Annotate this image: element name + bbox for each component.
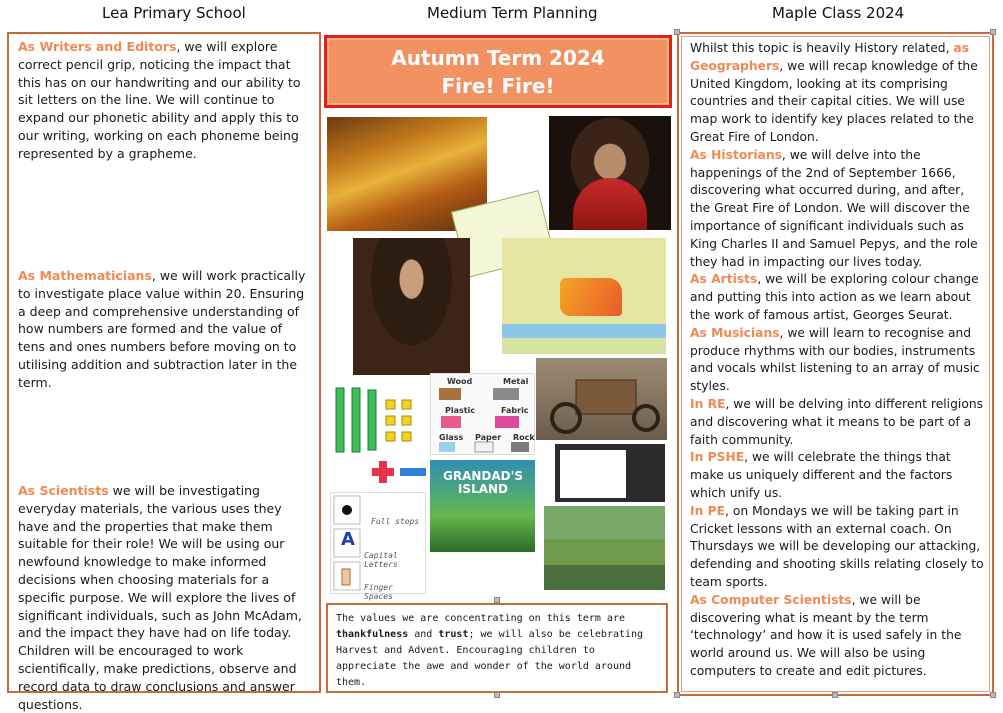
resize-handle[interactable] — [990, 692, 996, 698]
material-label: Rock — [513, 433, 535, 442]
scientists-heading: As Scientists — [18, 483, 109, 498]
geographers-text: , we will recap knowledge of the United Kingdom, looking at its comprising countries and their capital cities. We will use map work to identify key places related to the Great Fire of London. — [690, 58, 978, 144]
samuel-pepys-portrait-image — [353, 238, 470, 375]
writers-text: , we will explore correct pencil grip, noticing the impact that this has on our handwriting and our ability to sit letters on the line. We will continue to expand our phonetic ability and apply this to our writing, working on each phoneme being represented by a grapheme. — [18, 39, 301, 161]
resize-handle[interactable] — [494, 597, 500, 603]
right-column-panel — [677, 32, 994, 696]
re-section — [690, 396, 988, 449]
fire-engine-image — [536, 358, 667, 440]
mathematicians-heading: As Mathematicians — [18, 268, 152, 283]
computing-heading: As Computer Scientists — [690, 592, 852, 607]
resize-handle[interactable] — [494, 692, 500, 698]
musicians-heading: As Musicians — [690, 325, 780, 340]
value-thankfulness: thankfulness — [336, 629, 409, 640]
musicians-text: , we will learn to recognise and produce rhythms with our bodies, instruments and vocals whilst listening to an array of music styles. — [690, 325, 980, 394]
punct-label: Full stops — [371, 517, 420, 526]
re-heading: In RE — [690, 396, 726, 411]
pe-section — [690, 503, 988, 592]
resize-handle[interactable] — [674, 29, 680, 35]
punctuation-cards-image — [330, 492, 426, 601]
scientists-text: we will be investigating everyday materials, the various uses they have and the properties that make them suitable for their role! We will be using our newfound knowledge to make informed decisions when choosing materials for a specific purpose. We will explore the lives of significant individuals, such as John McAdam, and the impact they have had on life today. Children will be encouraged to work scientifically, make predictions, observe and record data to draw conclusions and answer questions. — [18, 483, 302, 712]
book-title: GRANDAD'S ISLAND — [443, 469, 523, 496]
scientists-section — [18, 482, 311, 713]
values-outro: ; we will also be celebrating Harvest and Advent. Encouraging children to appreciate the awe and wonder of the world around them. — [336, 629, 644, 688]
geographers-prefix: Whilst this topic is heavily History related, — [690, 41, 954, 55]
artists-heading: As Artists — [690, 272, 758, 287]
term-title: Autumn Term 2024 — [391, 46, 605, 70]
left-column-panel — [7, 32, 321, 712]
london-fire-map-image — [502, 238, 666, 354]
king-charles-portrait-image — [549, 116, 671, 230]
geographers-heading: as Geographers — [690, 41, 970, 73]
value-trust: trust — [438, 629, 469, 640]
pshe-section — [690, 449, 988, 502]
plus-minus-image — [362, 458, 434, 492]
mathematicians-text: , we will work practically to investigate place value within 20. Ensuring a deep and comprehensive understanding of how numbers are formed and the value of tens and ones numbers before moving on to utilising addition and subtraction later in the term. — [18, 268, 306, 390]
material-label: Paper — [475, 433, 502, 442]
values-and: and — [408, 629, 439, 640]
punct-label: Finger Spaces — [364, 583, 393, 601]
place-value-blocks-image — [330, 380, 426, 458]
resize-handle[interactable] — [832, 692, 838, 698]
term-title-box — [324, 35, 672, 108]
planning-title: Medium Term Planning — [427, 4, 598, 22]
resize-handle[interactable] — [990, 29, 996, 35]
artists-text: , we will be exploring colour change and putting this into action as we learn about the work of famous artist, Georges Seurat. — [690, 272, 979, 322]
re-text: , we will be delving into different religions and discovering what it means to be part of a faith community. — [690, 396, 984, 447]
geographers-section — [690, 40, 988, 147]
pshe-heading: In PSHE — [690, 450, 745, 465]
seurat-painting-image — [544, 506, 665, 590]
writers-section — [18, 38, 311, 163]
values-intro: The values we are concentrating on this term are — [336, 613, 625, 624]
material-label: Fabric — [501, 406, 529, 415]
computing-section — [690, 592, 988, 681]
plus-minus-icon — [362, 458, 434, 492]
punct-label: Capital Letters — [364, 551, 398, 569]
class-name: Maple Class 2024 — [772, 4, 905, 22]
pe-heading: In PE — [690, 503, 726, 518]
materials-chart-image — [430, 373, 535, 455]
right-column-text — [690, 38, 988, 681]
musicians-section — [690, 325, 988, 396]
topic-title: Fire! Fire! — [441, 74, 555, 98]
values-box — [326, 603, 668, 693]
grandads-island-book-image — [430, 460, 535, 552]
computing-text: , we will be discovering what is meant by the term ‘technology’ and how it is used safely in the world around us. We will also be using computers to create and edit pictures. — [690, 592, 962, 678]
artists-section — [690, 271, 988, 324]
historians-text: , we will delve into the happenings of the 2nd of September 1666, discovering what occurred during, and after, the Great Fire of London. We will discover the importance of significant individuals such as King Charles II and Samuel Pepys, and the role they had in impacting our lives today. — [690, 147, 978, 269]
mathematicians-section — [18, 267, 311, 392]
material-label: Glass — [439, 433, 464, 442]
resize-handle[interactable] — [674, 692, 680, 698]
pshe-text: , we will celebrate the things that make us uniquely different and the factors which unify us. — [690, 450, 953, 500]
materials-icons — [431, 374, 536, 456]
capital-letter-icon: A — [341, 529, 355, 550]
cart-icon — [536, 358, 667, 440]
pe-text: , on Mondays we will be taking part in Cricket lessons with an external coach. On Thursdays we will be developing our attacking, defending and shooting skills relating closely to team sports. — [690, 503, 984, 589]
school-name: Lea Primary School — [102, 4, 246, 22]
historians-heading: As Historians — [690, 147, 782, 162]
values-text — [336, 611, 660, 691]
historians-section — [690, 147, 988, 272]
material-label: Plastic — [445, 406, 476, 415]
writers-heading: As Writers and Editors — [18, 39, 177, 54]
material-label: Metal — [503, 377, 529, 386]
base-ten-blocks-icon — [330, 380, 426, 458]
drawing-app-screenshot-image — [555, 444, 665, 502]
material-label: Wood — [447, 377, 473, 386]
